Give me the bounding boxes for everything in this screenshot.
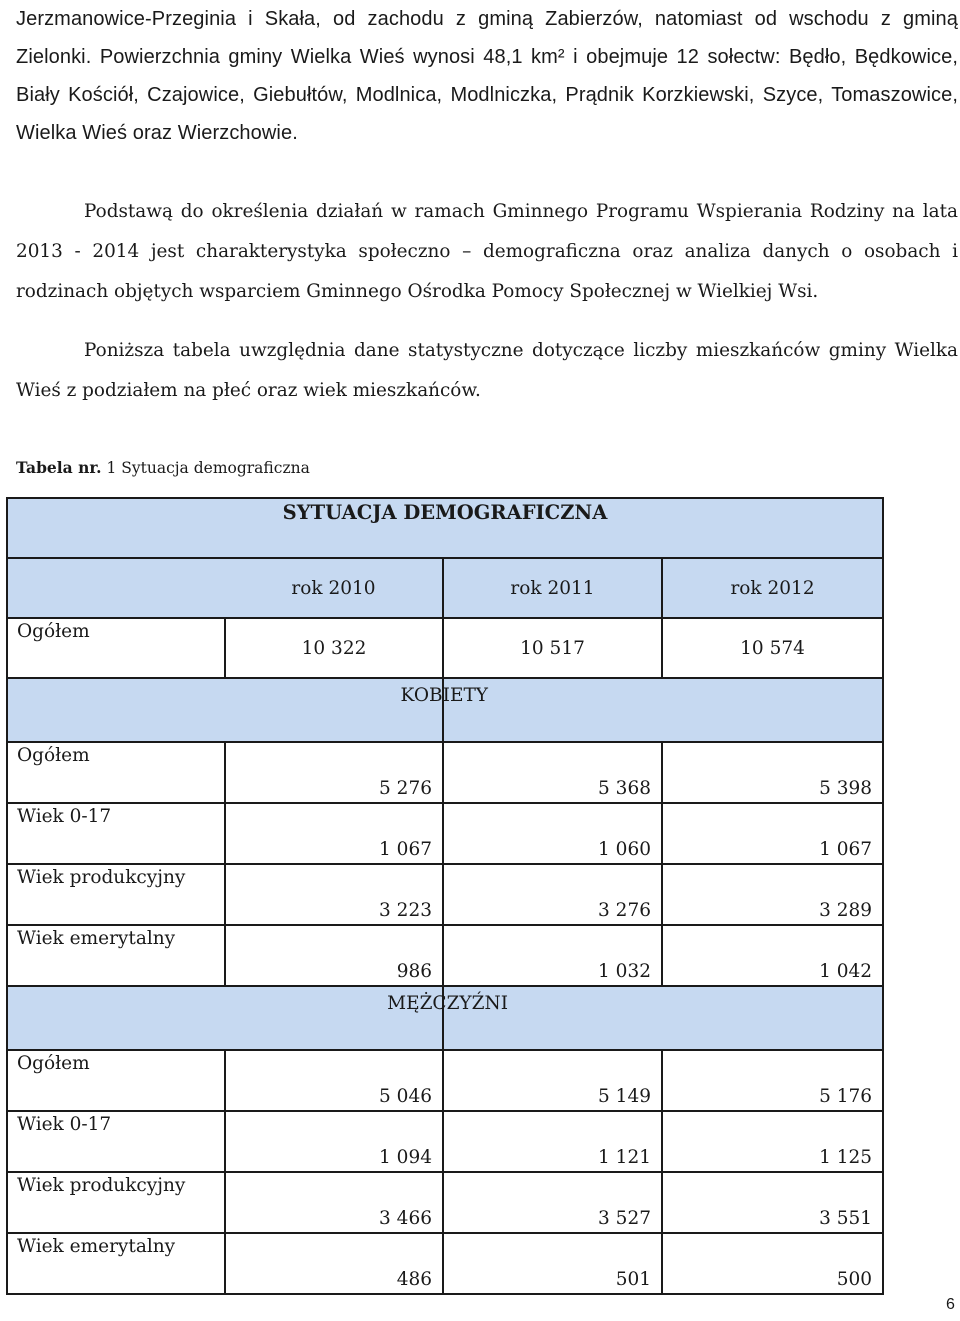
table-caption-text: 1 Sytuacja demograficzna	[101, 459, 310, 477]
table-caption	[16, 456, 310, 480]
row-label: Wiek 0-17	[7, 803, 225, 864]
cell-value: 986	[225, 925, 443, 986]
table-caption-label: Tabela nr.	[16, 458, 102, 477]
cell-value: 486	[225, 1233, 443, 1294]
year-header-2010: rok 2010	[225, 558, 443, 618]
cell-value: 3 223	[225, 864, 443, 925]
cell-value: 1 042	[662, 925, 883, 986]
cell-value: 3 527	[443, 1172, 662, 1233]
cell-value: 5 176	[662, 1050, 883, 1111]
total-2012: 10 574	[662, 618, 883, 678]
total-row-label: Ogółem	[7, 618, 225, 678]
men-section-fill	[443, 986, 883, 1050]
cell-value: 5 398	[662, 742, 883, 803]
women-rows	[7, 742, 883, 986]
cell-value: 1 125	[662, 1111, 883, 1172]
row-label: Wiek produkcyjny	[7, 1172, 225, 1233]
table-row	[7, 803, 883, 864]
paragraph-table-intro	[16, 331, 958, 411]
table-title: SYTUACJA DEMOGRAFICZNA	[7, 498, 883, 558]
cell-value: 3 289	[662, 864, 883, 925]
cell-value: 5 046	[225, 1050, 443, 1111]
paragraph-table-intro-text: Poniższa tabela uwzględnia dane statystyczne dotyczące liczby mieszkańców gminy Wielka Wieś z podziałem na płeć oraz wiek mieszkańców.	[16, 340, 958, 401]
cell-value: 1 094	[225, 1111, 443, 1172]
total-2011: 10 517	[443, 618, 662, 678]
cell-value: 5 276	[225, 742, 443, 803]
demographics-table	[6, 497, 884, 1295]
cell-value: 501	[443, 1233, 662, 1294]
cell-value: 5 368	[443, 742, 662, 803]
table-row	[7, 1172, 883, 1233]
cell-value: 1 032	[443, 925, 662, 986]
table-row	[7, 1111, 883, 1172]
cell-value: 1 067	[225, 803, 443, 864]
paragraph-basis-text: Podstawą do określenia działań w ramach Gminnego Programu Wspierania Rodziny na lata 2013 - 2014 jest charakterystyka społeczno – demograficzna oraz analiza danych o osobach i rodzinach objętych wsparciem Gminnego Ośrodka Pomocy Społecznej w Wielkiej Wsi.	[16, 201, 958, 302]
cell-value: 5 149	[443, 1050, 662, 1111]
women-section-header: KOBIETY	[7, 678, 443, 742]
row-label: Ogółem	[7, 742, 225, 803]
cell-value: 500	[662, 1233, 883, 1294]
men-rows	[7, 1050, 883, 1294]
year-header-empty	[7, 558, 225, 618]
row-label: Wiek emerytalny	[7, 925, 225, 986]
paragraph-intro: Jerzmanowice-Przeginia i Skała, od zachodu z gminą Zabierzów, natomiast od wschodu z gminą Zielonki. Powierzchnia gminy Wielka Wieś wynosi 48,1 km² i obejmuje 12 sołectw: Będło, Będkowice, Biały Kościół, Czajowice, Giebułtów, Modlnica, Modlniczka, Prądnik Korzkiewski, Szyce, Tomaszowice, Wielka Wieś oraz Wierzchowie.	[16, 8, 958, 144]
table-row	[7, 864, 883, 925]
cell-value: 3 276	[443, 864, 662, 925]
cell-value: 1 067	[662, 803, 883, 864]
table-row	[7, 742, 883, 803]
table-row	[7, 925, 883, 986]
total-2010: 10 322	[225, 618, 443, 678]
men-section-header: MĘŻCZYŹNI	[7, 986, 443, 1050]
table-row	[7, 1233, 883, 1294]
row-label: Wiek 0-17	[7, 1111, 225, 1172]
women-section-fill	[443, 678, 883, 742]
cell-value: 3 551	[662, 1172, 883, 1233]
page-number: 6	[946, 1296, 955, 1313]
year-header-2011: rok 2011	[443, 558, 662, 618]
cell-value: 1 060	[443, 803, 662, 864]
row-label: Wiek emerytalny	[7, 1233, 225, 1294]
cell-value: 3 466	[225, 1172, 443, 1233]
cell-value: 1 121	[443, 1111, 662, 1172]
paragraph-basis	[16, 192, 958, 312]
year-header-2012: rok 2012	[662, 558, 883, 618]
row-label: Ogółem	[7, 1050, 225, 1111]
table-row	[7, 1050, 883, 1111]
row-label: Wiek produkcyjny	[7, 864, 225, 925]
